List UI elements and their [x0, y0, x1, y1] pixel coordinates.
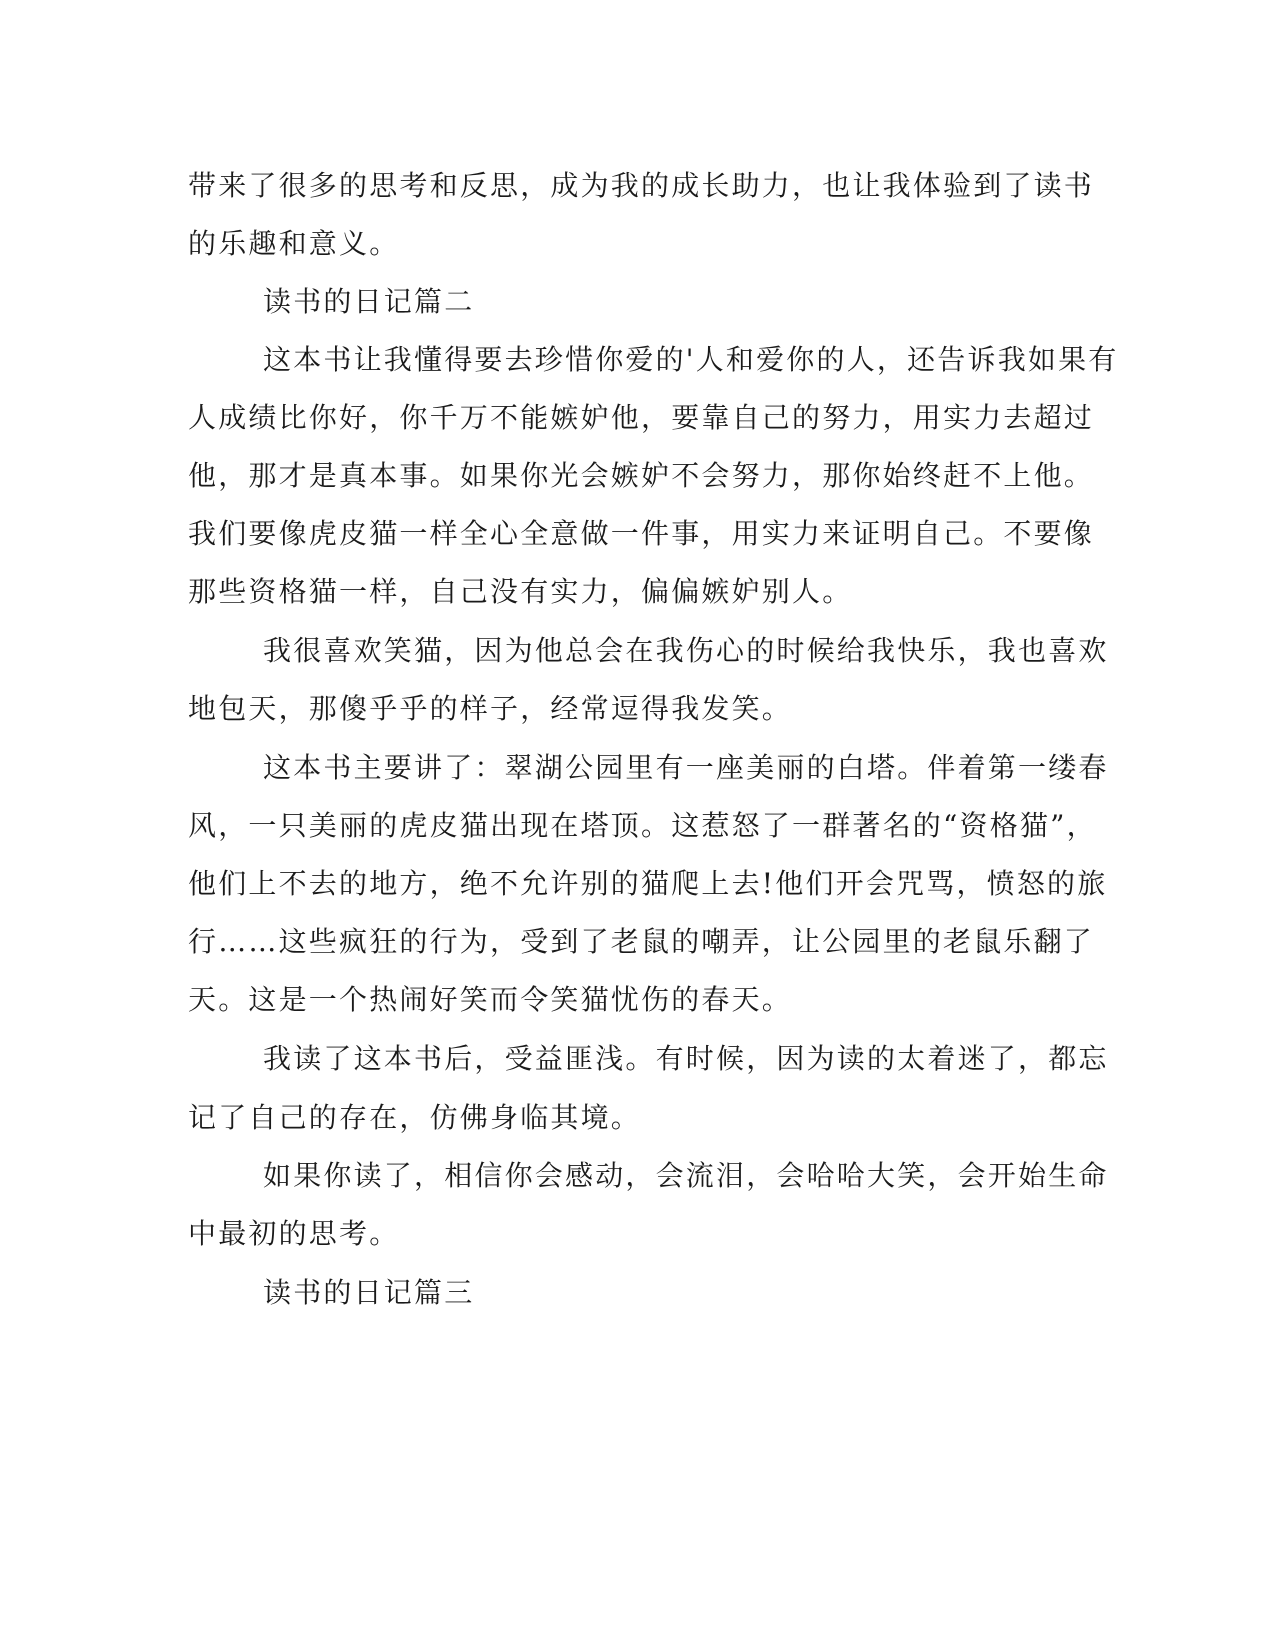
- paragraph-line: 我读了这本书后，受益匪浅。有时候，因为读的太着迷了，都忘: [263, 1042, 1109, 1075]
- paragraph-line: 他，那才是真本事。如果你光会嫉妒不会努力，那你始终赶不上他。: [188, 459, 1095, 492]
- paragraph-line: 风，一只美丽的虎皮猫出现在塔顶。这惹怒了一群著名的“资格猫”，: [188, 809, 1097, 842]
- section-heading: 读书的日记篇三: [263, 1276, 475, 1309]
- paragraph-line: 那些资格猫一样，自己没有实力，偏偏嫉妒别人。: [188, 575, 853, 608]
- paragraph-line: 我们要像虎皮猫一样全心全意做一件事，用实力来证明自己。不要像: [188, 517, 1095, 550]
- section-heading: 读书的日记篇二: [263, 285, 475, 318]
- paragraph-line: 这本书主要讲了：翠湖公园里有一座美丽的白塔。伴着第一缕春: [263, 751, 1109, 784]
- paragraph-line: 这本书让我懂得要去珍惜你爱的'人和爱你的人，还告诉我如果有: [263, 343, 1119, 376]
- paragraph-line: 中最初的思考。: [188, 1217, 400, 1250]
- paragraph-line: 如果你读了，相信你会感动，会流泪，会哈哈大笑，会开始生命: [263, 1159, 1109, 1192]
- paragraph-line: 我很喜欢笑猫，因为他总会在我伤心的时候给我快乐，我也喜欢: [263, 634, 1109, 667]
- paragraph-line: 人成绩比你好，你千万不能嫉妒他，要靠自己的努力，用实力去超过: [188, 401, 1095, 434]
- paragraph-line: 地包天，那傻乎乎的样子，经常逗得我发笑。: [188, 692, 793, 725]
- paragraph-line: 带来了很多的思考和反思，成为我的成长助力，也让我体验到了读书: [188, 169, 1095, 202]
- paragraph-line: 的乐趣和意义。: [188, 227, 400, 260]
- paragraph-line: 天。这是一个热闹好笑而令笑猫忧伤的春天。: [188, 983, 793, 1016]
- paragraph-line: 记了自己的存在，仿佛身临其境。: [188, 1101, 642, 1134]
- paragraph-line: 行……这些疯狂的行为，受到了老鼠的嘲弄，让公园里的老鼠乐翻了: [188, 925, 1095, 958]
- paragraph-line: 他们上不去的地方，绝不允许别的猫爬上去!他们开会咒骂，愤怒的旅: [188, 867, 1108, 900]
